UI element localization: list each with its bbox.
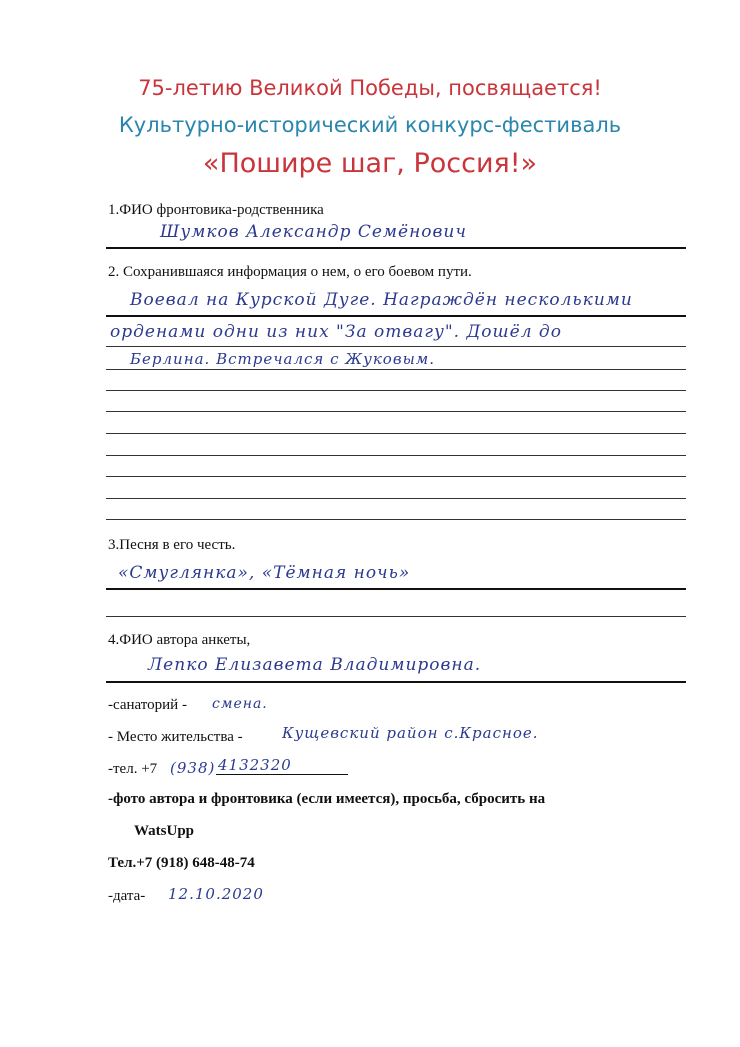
whatsapp-label: WatsUpp (134, 823, 195, 839)
section2-line: орденами одни из них "За отвагу". Дошёл до (110, 322, 562, 342)
divider (106, 346, 686, 347)
section3-value: «Смуглянка», «Тёмная ночь» (118, 563, 411, 583)
contact-phone: Тел.+7 (918) 648-48-74 (108, 855, 255, 871)
divider (106, 455, 686, 456)
header-dedication: 75-летию Великой Победы, посвящается! (138, 76, 602, 100)
divider (106, 681, 686, 683)
sanatorium-value: смена. (212, 696, 268, 712)
sanatorium-label: -санаторий - (108, 697, 187, 713)
header-festival: Культурно-исторический конкурс-фестиваль (118, 113, 622, 137)
divider (106, 390, 686, 391)
divider (106, 247, 686, 249)
phone-code: (938) (170, 759, 216, 777)
section1-value: Шумков Александр Семёнович (160, 222, 467, 242)
divider (106, 588, 686, 590)
section4-label: 4.ФИО автора анкеты, (108, 632, 251, 648)
divider (106, 411, 686, 412)
divider (106, 476, 686, 477)
phone-label: -тел. +7 (108, 761, 158, 777)
section2-label: 2. Сохранившаяся информация о нем, о его боевом пути. (108, 264, 472, 280)
divider (106, 616, 686, 617)
section2-line: Берлина. Встречался с Жуковым. (130, 350, 435, 368)
divider (106, 433, 686, 434)
section2-line: Воевал на Курской Дуге. Награждён несколькими (130, 290, 633, 310)
date-label: -дата- (108, 888, 146, 904)
date-value: 12.10.2020 (168, 885, 264, 903)
section1-label: 1.ФИО фронтовика-родственника (108, 202, 324, 218)
divider (106, 369, 686, 370)
phone-number: 4132320 (218, 756, 292, 774)
section4-value: Лепко Елизавета Владимировна. (148, 655, 482, 675)
divider (106, 498, 686, 499)
photo-note: -фото автора и фронтовика (если имеется), просьба, сбросить на (108, 791, 546, 807)
residence-label: - Место жительства - (108, 729, 243, 745)
residence-value: Кущевский район с.Красное. (282, 724, 539, 742)
section3-label: 3.Песня в его честь. (108, 537, 236, 553)
divider (106, 315, 686, 317)
header-title: «Пошире шаг, Россия!» (202, 148, 538, 179)
phone-underline (216, 774, 348, 775)
divider (106, 519, 686, 520)
